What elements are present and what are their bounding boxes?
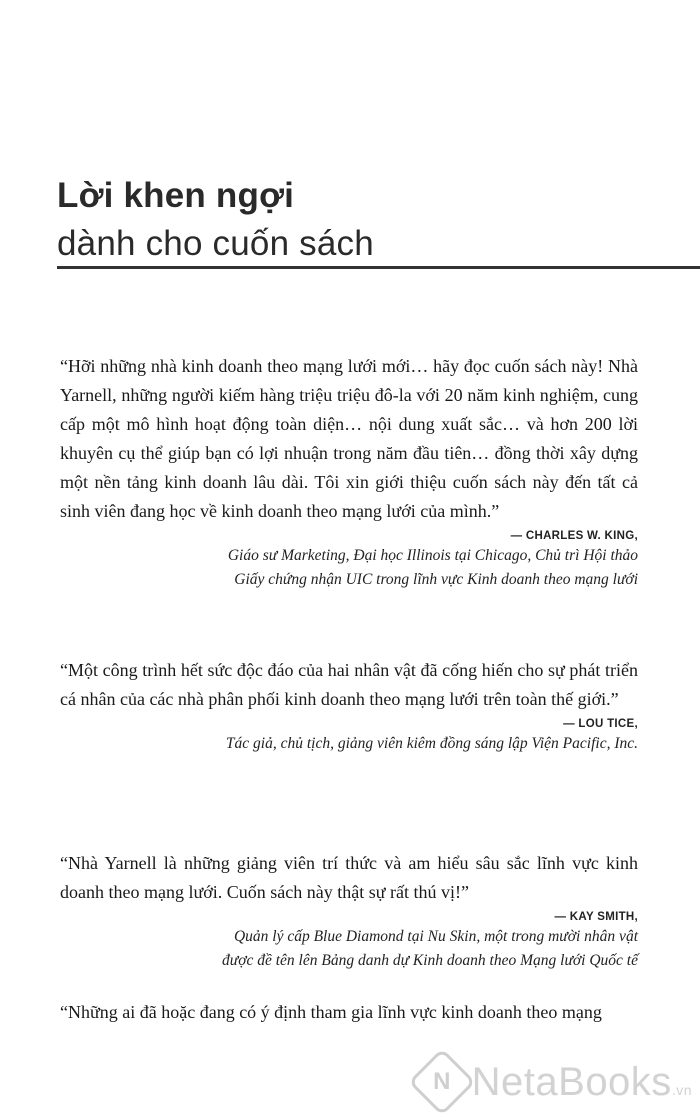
testimonial-1-affiliation-line-1: Giáo sư Marketing, Đại học Illinois tại Chicago, Chủ trì Hội thảo (227, 547, 638, 564)
testimonial-4 (60, 998, 638, 1027)
testimonial-2-affiliation-line-1: Tác giả, chủ tịch, giảng viên kiêm đồng sáng lập Viện Pacific, Inc. (225, 735, 638, 752)
page-subtitle: dành cho cuốn sách (57, 224, 374, 263)
testimonial-2 (60, 656, 638, 756)
netabooks-watermark (418, 1058, 692, 1106)
testimonial-2-author: — LOU TICE, (563, 718, 638, 730)
testimonial-1 (60, 352, 638, 592)
title-divider (57, 266, 700, 269)
testimonial-3-author: — KAY SMITH, (554, 911, 638, 923)
testimonial-3-quote: “Nhà Yarnell là những giảng viên trí thức và am hiểu sâu sắc lĩnh vực kinh doanh theo mạng lưới. Cuốn sách này thật sự rất thú vị!” (60, 853, 638, 902)
watermark-brand: NetaBooks.vn (471, 1059, 692, 1104)
testimonial-3-affiliation-line-2: được đề tên lên Bảng danh dự Kinh doanh theo Mạng lưới Quốc tế (222, 952, 638, 969)
testimonial-1-affiliation-line-2: Giấy chứng nhận UIC trong lĩnh vực Kinh doanh theo mạng lưới (234, 571, 638, 588)
testimonial-2-quote: “Một công trình hết sức độc đáo của hai nhân vật đã cống hiến cho sự phát triển cá nhân của các nhà phân phối kinh doanh theo mạng lưới trên toàn thế giới.” (60, 660, 638, 709)
testimonial-1-quote: “Hỡi những nhà kinh doanh theo mạng lưới mới… hãy đọc cuốn sách này! Nhà Yarnell, những người kiếm hàng triệu triệu đô-la với 20 năm kinh nghiệm, cung cấp một mô hình hoạt động toàn diện… nội dung xuất sắc… và hơn 200 lời khuyên cụ thể giúp bạn có lợi nhuận trong năm đầu tiên… đồng thời xây dựng một nền tảng kinh doanh lâu dài. Tôi xin giới thiệu cuốn sách này đến tất cả sinh viên đang học về kinh doanh theo mạng lưới của mình.” (60, 356, 638, 521)
page-title: Lời khen ngợi (57, 176, 295, 215)
testimonial-1-author: — CHARLES W. KING, (510, 530, 638, 542)
netabooks-logo-icon: N (408, 1048, 476, 1116)
testimonial-3-affiliation-line-1: Quản lý cấp Blue Diamond tại Nu Skin, một trong mười nhân vật (233, 928, 638, 945)
testimonial-3 (60, 849, 638, 973)
testimonial-4-quote: “Những ai đã hoặc đang có ý định tham gia lĩnh vực kinh doanh theo mạng (60, 1002, 602, 1022)
